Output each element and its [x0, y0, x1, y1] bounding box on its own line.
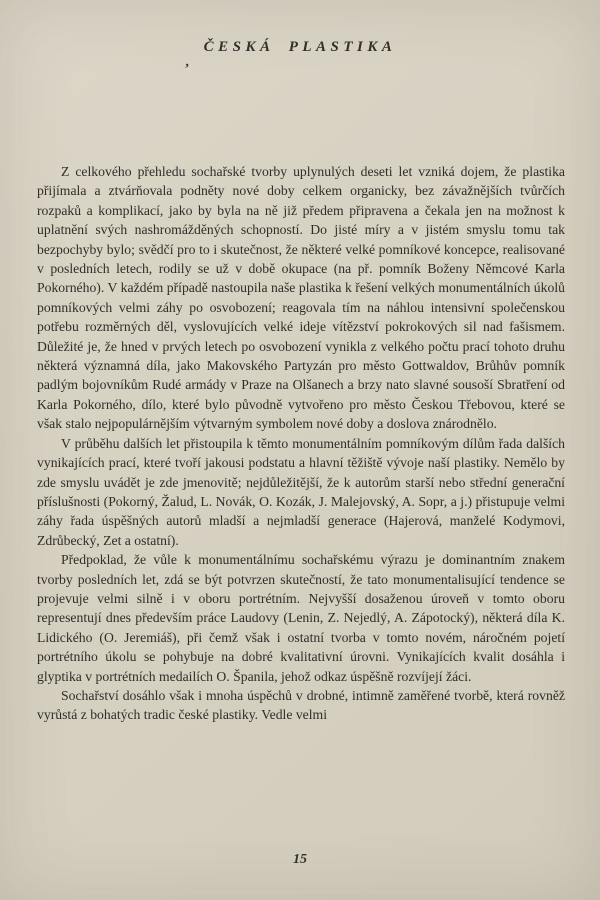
page-number: 15 — [293, 852, 307, 867]
print-artifact-mark: ’ — [183, 61, 190, 78]
paragraph-2: V průběhu dalších let přistoupila k těmto monumentálním pomníkovým dílům řada dalších vynikajících prací, které tvoří jakousi podstatu a hlavní těžiště vývoje naší plastiky. Nemělo by zde smyslu uvádět je zde jmenovitě; nejdůležitější, že k autorům starší nebo střední generační příslušnosti (Pokorný, Žalud, L. Novák, O. Kozák, J. Malejovský, A. Sopr, a j.) přistupuje velmi záhy řada úspěšných autorů mladší a nejmladší generace (Hajerová, manželé Kodymovi, Zdrůbecký, Zet a ostatní). — [37, 435, 565, 548]
paragraph-4: Sochařství dosáhlo však i mnoha úspěchů v drobné, intimně zaměřené tvorbě, která rovněž vyrůstá z bohatých tradic české plastiky. Vedle velmi — [37, 687, 565, 723]
body-text — [37, 162, 565, 725]
paragraph-3: Předpoklad, že vůle k monumentálnímu sochařskému výrazu je dominantním znakem tvorby posledních let, zdá se být potvrzen skutečností, že tato monumentalisující tendence se projevuje velmi silně i v oboru portrétním. Nejvyšší dosaženou úroveň v tomto oboru representují dnes především práce Laudovy (Lenin, Z. Nejedlý, A. Zápotocký), některá díla K. Lidického (O. Jeremiáš), při čemž však i ostatní tvorba v tomto novém, náročném pojetí portrétního úkolu se pohybuje na dobré kvalitativní úrovni. Vynikajících kvalit dosáhla i glyptika v portrétních medailích O. Španila, jehož odkaz úspěšně rozvíjejí žáci. — [37, 552, 565, 684]
paragraph-1: Z celkového přehledu sochařské tvorby uplynulých deseti let vzniká dojem, že plastika přijímala a ztvárňovala podněty nové doby celkem organicky, bez závažnějších tvůrčích rozpaků a komplikací, jako by byla na ně již předem připravena a čekala jen na možnost k uplatnění svých nashromážděných schopností. Do jisté míry a v jistém smyslu tomu tak bezpochyby bylo; svědčí pro to i skutečnost, že některé velké pomníkové koncepce, realisované v posledních letech, rodily se už v době okupace (na př. pomník Boženy Němcové Karla Pokorného). V každém případě nastoupila naše plastika k řešení velkých monumentálních úkolů pomníkových velmi záhy po osvobození; reagovala tím na náhlou intensivní společenskou potřebu rozměrných děl, vyslovujících velké ideje vítězství pokrokových sil nad fašismem. Důležité je, že hned v prvých letech po osvobození vynikla z velkého počtu prací tohoto druhu některá významná díla, jako Makovského Partyzán pro město Gottwaldov, Brůhův pomník padlým bojovníkům Rudé armády v Praze na Olšanech a brzy nato slavné sousoší Sbratření od Karla Pokorného, dílo, které bylo původně vytvořeno pro město Českou Třebovou, které se však stalo nejpopulárnějším výtvarným symbolem nové doby a doslova znárodnělo. — [37, 164, 565, 432]
page-title: ČESKÁ PLASTIKA — [203, 39, 397, 55]
